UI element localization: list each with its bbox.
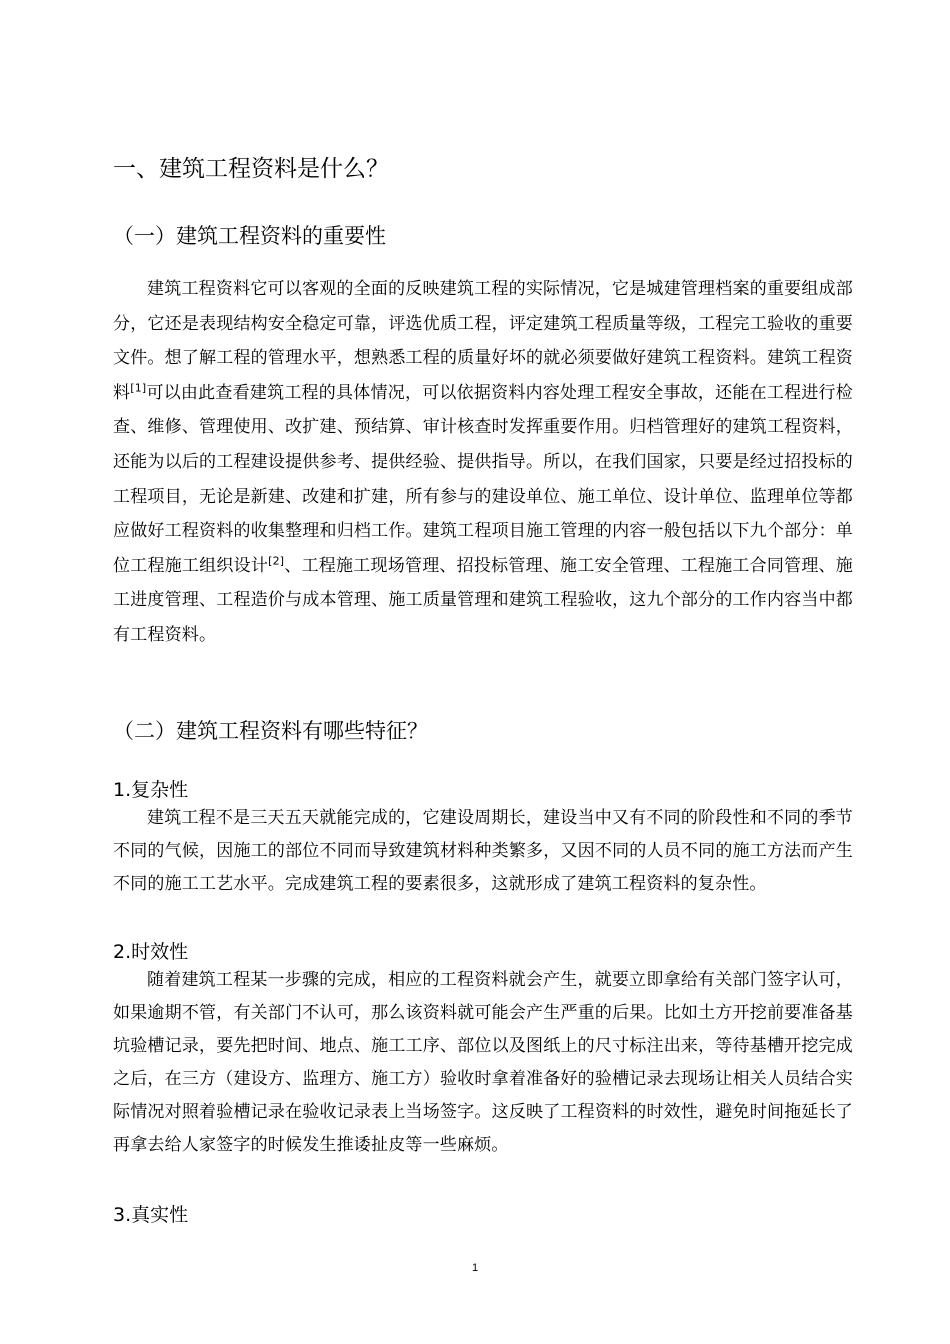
paragraph-text-part-3: 、工程施工现场管理、招投标管理、施工安全管理、工程施工合同管理、施工进度管理、工程造价与成本管理、施工质量管理和建筑工程验收，这九个部分的工作内容当中都有工程资料。 bbox=[113, 555, 853, 645]
page-number: 1 bbox=[471, 1262, 479, 1274]
section-heading-importance: （一）建筑工程资料的重要性 bbox=[113, 224, 386, 248]
importance-paragraph bbox=[113, 272, 853, 653]
feature-heading-complexity: 1.复杂性 bbox=[113, 779, 189, 801]
feature-paragraph-timeliness: 随着建筑工程某一步骤的完成，相应的工程资料就会产生，就要立即拿给有关部门签字认可，如果逾期不管，有关部门不认可，那么该资料就可能会产生严重的后果。比如土方开挖前要准备基坑验槽记录，要先把时间、地点、施工工序、部位以及图纸上的尺寸标注出来，等待基槽开挖完成之后，在三方（建设方、监理方、施工方）验收时拿着准备好的验槽记录去现场让相关人员结合实际情况对照着验槽记录在验收记录表上当场签字。这反映了工程资料的时效性，避免时间拖延长了再拿去给人家签字的时候发生推诿扯皮等一些麻烦。 bbox=[113, 970, 853, 1155]
chapter-heading: 一、建筑工程资料是什么？ bbox=[113, 156, 389, 182]
paragraph-text-part-2: 可以由此查看建筑工程的具体情况，可以依据资料内容处理工程安全事故，还能在工程进行检查、维修、管理使用、改扩建、预结算、审计核查时发挥重要作用。归档管理好的建筑工程资料，还能为以后的工程建设提供参考、提供经验、提供指导。所以，在我们国家，只要是经过招投标的工程项目，无论是新建、改建和扩建，所有参与的建设单位、施工单位、设计单位、监理单位等都应做好工程资料的收集整理和归档工作。建筑工程项目施工管理的内容一般包括以下九个部分：单位工程施工组织设计 bbox=[113, 382, 853, 576]
section-heading-features: （二）建筑工程资料有哪些特征？ bbox=[113, 719, 428, 743]
citation-ref-2[interactable]: [2] bbox=[268, 554, 285, 568]
paragraph-text-part-1: 建筑工程资料它可以客观的全面的反映建筑工程的实际情况，它是城建管理档案的重要组成部分，它还是表现结构安全稳定可靠，评选优质工程，评定建筑工程质量等级，工程完工验收的重要文件。想了解工程的管理水平，想熟悉工程的质量好坏的就必须要做好建筑工程资料。建筑工程资料 bbox=[113, 279, 853, 403]
feature-paragraph-complexity: 建筑工程不是三天五天就能完成的，它建设周期长，建设当中又有不同的阶段性和不同的季节不同的气候，因施工的部位不同而导致建筑材料种类繁多，又因不同的人员不同的施工方法而产生不同的施工工艺水平。完成建筑工程的要素很多，这就形成了建筑工程资料的复杂性。 bbox=[113, 808, 853, 894]
feature-heading-timeliness: 2.时效性 bbox=[113, 941, 189, 963]
feature-heading-authenticity: 3.真实性 bbox=[113, 1204, 189, 1226]
citation-ref-1[interactable]: [1] bbox=[130, 381, 147, 395]
